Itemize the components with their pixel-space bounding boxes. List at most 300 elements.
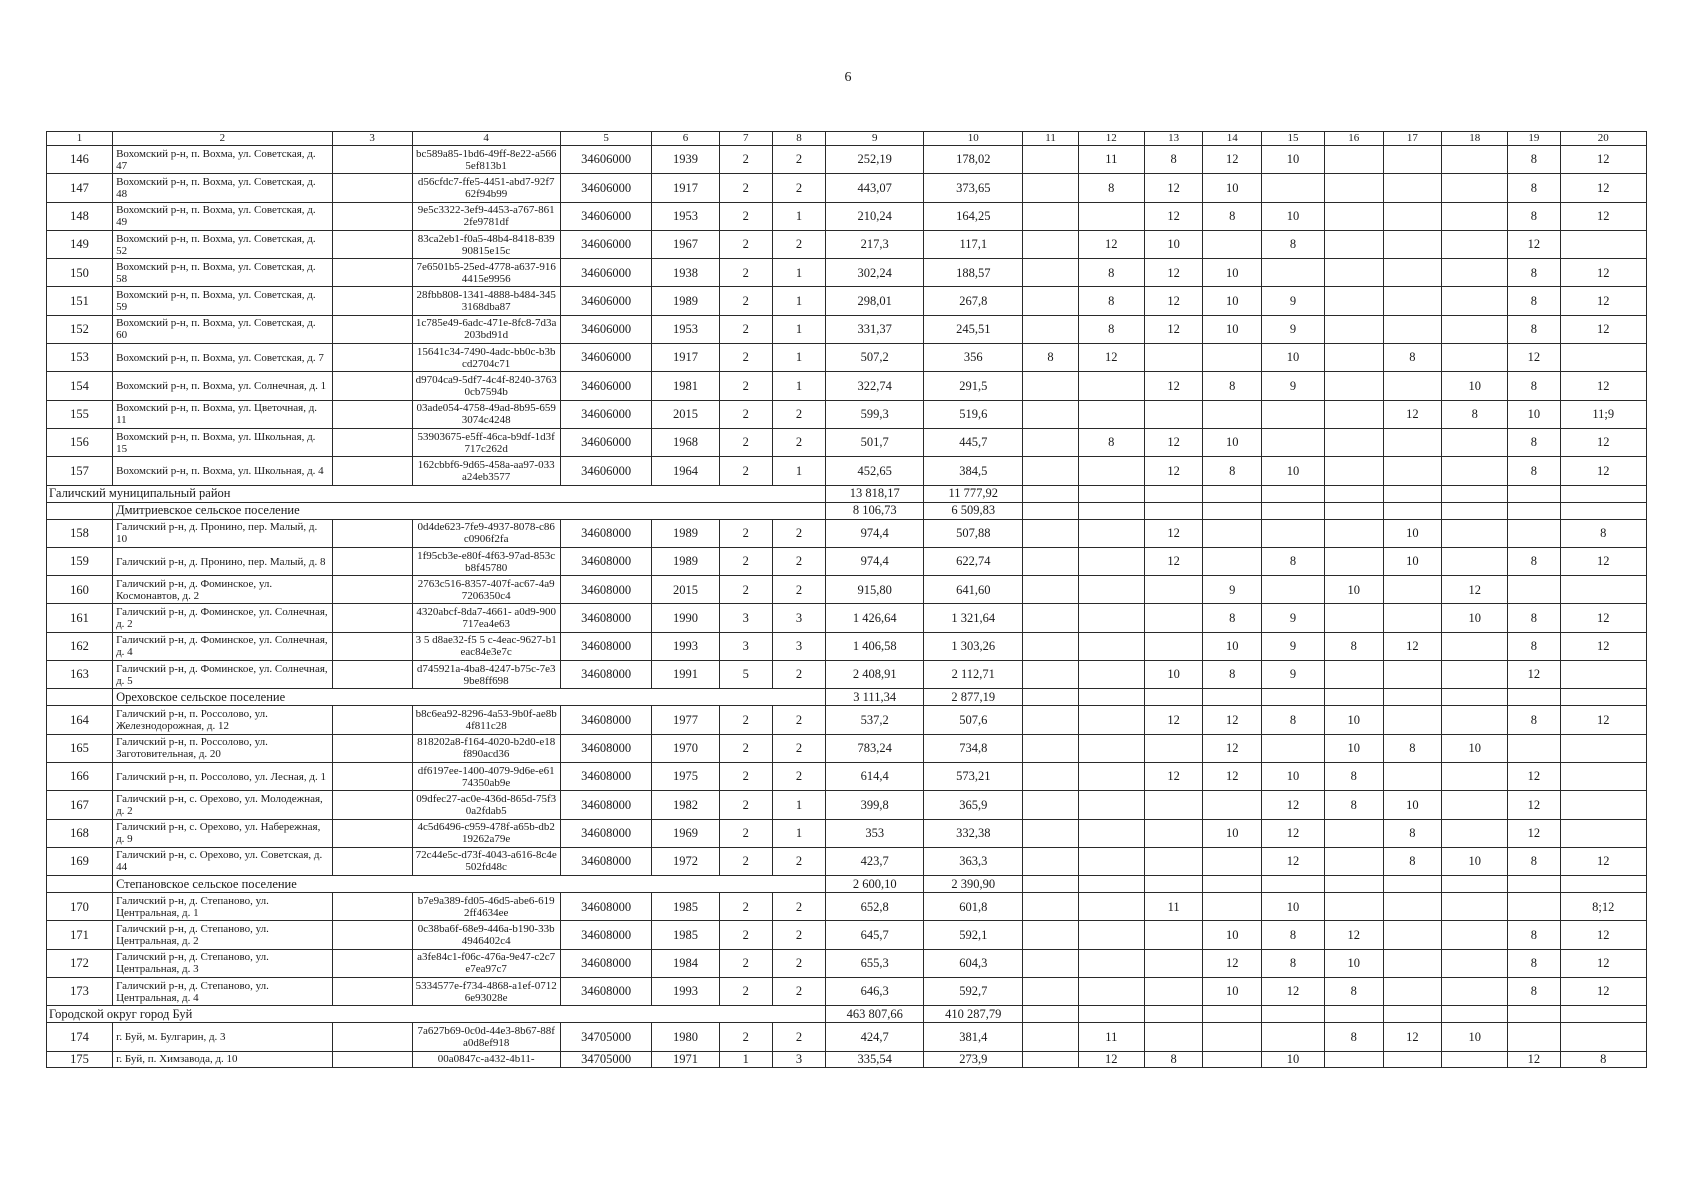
empty-cell: [1560, 485, 1646, 502]
col-3-cell: [332, 762, 412, 790]
district-subtotal-row: [47, 485, 1647, 502]
floors-cell: 2: [719, 734, 772, 762]
col-15-cell: 8: [1262, 230, 1325, 258]
col-18-cell: [1442, 661, 1508, 689]
year-built-cell: 1991: [652, 661, 719, 689]
col-18-cell: [1442, 1051, 1508, 1067]
total-area-cell: 646,3: [826, 978, 924, 1006]
col-17-cell: [1383, 174, 1442, 202]
entrances-cell: 2: [772, 1023, 825, 1051]
empty-cell: [1023, 502, 1078, 519]
column-number-header-row: [47, 132, 1647, 146]
col-19-cell: 8: [1508, 921, 1560, 949]
column-number-header: 19: [1508, 132, 1560, 146]
col-3-cell: [332, 315, 412, 343]
floors-cell: 2: [719, 819, 772, 847]
col-13-cell: 12: [1144, 174, 1203, 202]
house-guid-cell: 1f95cb3e-e80f-4f63-97ad-853cb8f45780: [412, 547, 560, 575]
year-built-cell: 1967: [652, 230, 719, 258]
floors-cell: 2: [719, 400, 772, 428]
table-row: [47, 921, 1647, 949]
col-11-cell: [1023, 259, 1078, 287]
col-12-cell: [1078, 978, 1144, 1006]
total-area-cell: 353: [826, 819, 924, 847]
col-19-cell: 12: [1508, 1051, 1560, 1067]
col-20-cell: 12: [1560, 287, 1646, 315]
col-12-cell: 8: [1078, 287, 1144, 315]
col-13-cell: [1144, 819, 1203, 847]
address-cell: г. Буй, м. Булгарин, д. 3: [113, 1023, 333, 1051]
row-number-cell: 167: [47, 791, 113, 819]
col-18-cell: [1442, 791, 1508, 819]
entrances-cell: 1: [772, 287, 825, 315]
col-19-cell: 8: [1508, 202, 1560, 230]
total-area-cell: 423,7: [826, 847, 924, 875]
entrances-cell: 3: [772, 604, 825, 632]
col-18-cell: [1442, 819, 1508, 847]
floors-cell: 2: [719, 372, 772, 400]
col-15-cell: 8: [1262, 921, 1325, 949]
address-cell: Галичский р-н, с. Орехово, ул. Набережная, д. 9: [113, 819, 333, 847]
table-row: [47, 1023, 1647, 1051]
house-guid-cell: 7a627b69-0c0d-44e3-8b67-88fa0d8ef918: [412, 1023, 560, 1051]
col-17-cell: 12: [1383, 1023, 1442, 1051]
col-14-cell: 10: [1203, 315, 1262, 343]
col-20-cell: [1560, 819, 1646, 847]
col-16-cell: [1324, 547, 1383, 575]
col-12-cell: 12: [1078, 230, 1144, 258]
col-14-cell: 8: [1203, 372, 1262, 400]
column-number-header: 5: [560, 132, 652, 146]
col-12-cell: 8: [1078, 428, 1144, 456]
col-11-cell: [1023, 547, 1078, 575]
house-guid-cell: 83ca2eb1-f0a5-48b4-8418-83990815e15c: [412, 230, 560, 258]
col-11-cell: [1023, 632, 1078, 660]
address-cell: Вохомский р-н, п. Вохма, ул. Школьная, д. 15: [113, 428, 333, 456]
col-16-cell: 8: [1324, 978, 1383, 1006]
col-20-cell: 11;9: [1560, 400, 1646, 428]
col-11-cell: [1023, 661, 1078, 689]
col-16-cell: 10: [1324, 949, 1383, 977]
empty-cell: [1023, 485, 1078, 502]
col-14-cell: [1203, 344, 1262, 372]
house-guid-cell: 4320abcf-8da7-4661- a0d9-900717ea4e63: [412, 604, 560, 632]
address-cell: Галичский р-н, п. Россолово, ул. Железнодорожная, д. 12: [113, 706, 333, 734]
empty-cell: [1442, 502, 1508, 519]
col-3-cell: [332, 632, 412, 660]
living-area-cell: 356: [924, 344, 1023, 372]
col-19-cell: 8: [1508, 287, 1560, 315]
col-17-cell: [1383, 661, 1442, 689]
entrances-cell: 2: [772, 661, 825, 689]
entrances-cell: 2: [772, 921, 825, 949]
col-15-cell: 12: [1262, 791, 1325, 819]
col-15-cell: 9: [1262, 632, 1325, 660]
col-14-cell: [1203, 400, 1262, 428]
col-18-cell: [1442, 202, 1508, 230]
col-12-cell: 8: [1078, 174, 1144, 202]
entrances-cell: 2: [772, 734, 825, 762]
total-area-cell: 507,2: [826, 344, 924, 372]
col-12-cell: [1078, 604, 1144, 632]
address-cell: Галичский р-н, п. Россолово, ул. Заготовительная, д. 20: [113, 734, 333, 762]
year-built-cell: 1993: [652, 632, 719, 660]
row-number-cell: 150: [47, 259, 113, 287]
total-area-subtotal: 13 818,17: [826, 485, 924, 502]
col-13-cell: [1144, 791, 1203, 819]
col-15-cell: 10: [1262, 893, 1325, 921]
col-20-cell: [1560, 791, 1646, 819]
col-14-cell: 10: [1203, 259, 1262, 287]
col-13-cell: 10: [1144, 230, 1203, 258]
settlement-subtotal-row: [47, 689, 1647, 706]
floors-cell: 2: [719, 287, 772, 315]
oktmo-code-cell: 34606000: [560, 287, 652, 315]
living-area-subtotal: 2 390,90: [924, 876, 1023, 893]
col-14-cell: 10: [1203, 632, 1262, 660]
floors-cell: 2: [719, 202, 772, 230]
col-3-cell: [332, 174, 412, 202]
house-guid-cell: 28fbb808-1341-4888-b484-3453168dba87: [412, 287, 560, 315]
house-guid-cell: 1c785e49-6adc-471e-8fc8-7d3a203bd91d: [412, 315, 560, 343]
col-20-cell: 12: [1560, 428, 1646, 456]
row-number-cell: 166: [47, 762, 113, 790]
living-area-cell: 291,5: [924, 372, 1023, 400]
col-15-cell: 8: [1262, 547, 1325, 575]
column-number-header: 16: [1324, 132, 1383, 146]
living-area-subtotal: 410 287,79: [924, 1006, 1023, 1023]
col-20-cell: 12: [1560, 259, 1646, 287]
year-built-cell: 1990: [652, 604, 719, 632]
col-15-cell: 9: [1262, 315, 1325, 343]
table-row: [47, 791, 1647, 819]
col-18-cell: [1442, 893, 1508, 921]
empty-cell: [1144, 689, 1203, 706]
house-guid-cell: 162cbbf6-9d65-458a-aa97-033a24eb3577: [412, 457, 560, 485]
col-19-cell: 8: [1508, 847, 1560, 875]
oktmo-code-cell: 34608000: [560, 791, 652, 819]
col-17-cell: [1383, 287, 1442, 315]
table-row: [47, 372, 1647, 400]
col-13-cell: [1144, 847, 1203, 875]
col-14-cell: 10: [1203, 819, 1262, 847]
col-11-cell: [1023, 315, 1078, 343]
col-19-cell: 8: [1508, 315, 1560, 343]
col-16-cell: [1324, 847, 1383, 875]
col-16-cell: 8: [1324, 1023, 1383, 1051]
col-13-cell: 8: [1144, 1051, 1203, 1067]
col-19-cell: [1508, 576, 1560, 604]
address-cell: Галичский р-н, д. Пронино, пер. Малый, д. 8: [113, 547, 333, 575]
col-15-cell: 12: [1262, 819, 1325, 847]
col-14-cell: 10: [1203, 287, 1262, 315]
empty-cell: [1442, 485, 1508, 502]
entrances-cell: 2: [772, 847, 825, 875]
col-17-cell: 8: [1383, 344, 1442, 372]
column-number-header: 4: [412, 132, 560, 146]
empty-cell: [1383, 1006, 1442, 1023]
col-3-cell: [332, 202, 412, 230]
col-20-cell: 8: [1560, 1051, 1646, 1067]
col-18-cell: [1442, 457, 1508, 485]
col-14-cell: [1203, 847, 1262, 875]
oktmo-code-cell: 34606000: [560, 400, 652, 428]
living-area-cell: 601,8: [924, 893, 1023, 921]
row-number-cell: 170: [47, 893, 113, 921]
column-number-header: 20: [1560, 132, 1646, 146]
total-area-cell: 210,24: [826, 202, 924, 230]
total-area-cell: 443,07: [826, 174, 924, 202]
living-area-cell: 641,60: [924, 576, 1023, 604]
col-19-cell: 8: [1508, 457, 1560, 485]
total-area-cell: 302,24: [826, 259, 924, 287]
col-16-cell: [1324, 202, 1383, 230]
empty-cell: [1508, 876, 1560, 893]
address-cell: Галичский р-н, д. Степаново, ул. Центральная, д. 4: [113, 978, 333, 1006]
col-12-cell: 11: [1078, 146, 1144, 174]
total-area-cell: 655,3: [826, 949, 924, 977]
living-area-cell: 519,6: [924, 400, 1023, 428]
living-area-cell: 365,9: [924, 791, 1023, 819]
address-cell: Галичский р-н, д. Степаново, ул. Центральная, д. 3: [113, 949, 333, 977]
empty-cell: [1023, 1006, 1078, 1023]
col-16-cell: 10: [1324, 576, 1383, 604]
address-cell: Галичский р-н, д. Степаново, ул. Центральная, д. 1: [113, 893, 333, 921]
table-row: [47, 202, 1647, 230]
col-19-cell: 8: [1508, 632, 1560, 660]
year-built-cell: 1981: [652, 372, 719, 400]
floors-cell: 2: [719, 547, 772, 575]
col-3-cell: [332, 819, 412, 847]
year-built-cell: 1980: [652, 1023, 719, 1051]
col-18-cell: [1442, 949, 1508, 977]
year-built-cell: 1971: [652, 1051, 719, 1067]
entrances-cell: 2: [772, 547, 825, 575]
col-18-cell: 10: [1442, 372, 1508, 400]
empty-cell: [1023, 689, 1078, 706]
floors-cell: 2: [719, 344, 772, 372]
house-guid-cell: 4c5d6496-c959-478f-a65b-db219262a79e: [412, 819, 560, 847]
column-number-header: 7: [719, 132, 772, 146]
living-area-cell: 384,5: [924, 457, 1023, 485]
entrances-cell: 1: [772, 259, 825, 287]
living-area-cell: 273,9: [924, 1051, 1023, 1067]
entrances-cell: 1: [772, 372, 825, 400]
row-number-cell: 147: [47, 174, 113, 202]
empty-cell: [47, 502, 113, 519]
oktmo-code-cell: 34608000: [560, 819, 652, 847]
table-row: [47, 400, 1647, 428]
col-17-cell: [1383, 978, 1442, 1006]
oktmo-code-cell: 34608000: [560, 921, 652, 949]
row-number-cell: 158: [47, 519, 113, 547]
living-area-cell: 604,3: [924, 949, 1023, 977]
col-13-cell: [1144, 632, 1203, 660]
table-row: [47, 344, 1647, 372]
empty-cell: [1078, 1006, 1144, 1023]
empty-cell: [1442, 1006, 1508, 1023]
col-16-cell: [1324, 174, 1383, 202]
living-area-cell: 592,1: [924, 921, 1023, 949]
col-3-cell: [332, 1023, 412, 1051]
empty-cell: [1144, 502, 1203, 519]
col-16-cell: [1324, 146, 1383, 174]
col-15-cell: 9: [1262, 661, 1325, 689]
entrances-cell: 2: [772, 706, 825, 734]
empty-cell: [1383, 485, 1442, 502]
col-11-cell: [1023, 576, 1078, 604]
oktmo-code-cell: 34606000: [560, 202, 652, 230]
col-18-cell: [1442, 978, 1508, 1006]
col-18-cell: [1442, 174, 1508, 202]
col-12-cell: 12: [1078, 344, 1144, 372]
table-row: [47, 706, 1647, 734]
col-12-cell: [1078, 847, 1144, 875]
entrances-cell: 2: [772, 519, 825, 547]
table-row: [47, 762, 1647, 790]
table-row: [47, 819, 1647, 847]
row-number-cell: 175: [47, 1051, 113, 1067]
col-15-cell: [1262, 734, 1325, 762]
floors-cell: 2: [719, 576, 772, 604]
col-3-cell: [332, 847, 412, 875]
col-17-cell: [1383, 315, 1442, 343]
living-area-cell: 1 303,26: [924, 632, 1023, 660]
col-20-cell: 12: [1560, 949, 1646, 977]
col-12-cell: [1078, 632, 1144, 660]
col-18-cell: 10: [1442, 847, 1508, 875]
table-row: [47, 428, 1647, 456]
col-20-cell: 12: [1560, 632, 1646, 660]
table-row: [47, 1051, 1647, 1067]
year-built-cell: 1969: [652, 819, 719, 847]
row-number-cell: 168: [47, 819, 113, 847]
entrances-cell: 2: [772, 978, 825, 1006]
col-3-cell: [332, 576, 412, 604]
col-19-cell: 8: [1508, 428, 1560, 456]
col-12-cell: [1078, 576, 1144, 604]
empty-cell: [1383, 689, 1442, 706]
row-number-cell: 155: [47, 400, 113, 428]
entrances-cell: 2: [772, 174, 825, 202]
year-built-cell: 1917: [652, 344, 719, 372]
living-area-cell: 734,8: [924, 734, 1023, 762]
row-number-cell: 172: [47, 949, 113, 977]
address-cell: Вохомский р-н, п. Вохма, ул. Советская, д. 60: [113, 315, 333, 343]
district-name: Галичский муниципальный район: [47, 485, 826, 502]
col-18-cell: [1442, 315, 1508, 343]
entrances-cell: 3: [772, 1051, 825, 1067]
col-20-cell: 12: [1560, 547, 1646, 575]
oktmo-code-cell: 34705000: [560, 1051, 652, 1067]
row-number-cell: 154: [47, 372, 113, 400]
col-17-cell: [1383, 949, 1442, 977]
col-14-cell: 12: [1203, 706, 1262, 734]
district-name: Городской округ город Буй: [47, 1006, 826, 1023]
col-20-cell: [1560, 1023, 1646, 1051]
col-14-cell: 12: [1203, 734, 1262, 762]
year-built-cell: 1984: [652, 949, 719, 977]
col-12-cell: [1078, 706, 1144, 734]
year-built-cell: 1977: [652, 706, 719, 734]
col-3-cell: [332, 949, 412, 977]
column-number-header: 10: [924, 132, 1023, 146]
oktmo-code-cell: 34606000: [560, 315, 652, 343]
empty-cell: [1324, 876, 1383, 893]
table-row: [47, 661, 1647, 689]
col-19-cell: 10: [1508, 400, 1560, 428]
total-area-cell: 501,7: [826, 428, 924, 456]
house-guid-cell: 9e5c3322-3ef9-4453-a767-8612fe9781df: [412, 202, 560, 230]
col-11-cell: [1023, 762, 1078, 790]
col-13-cell: 12: [1144, 457, 1203, 485]
oktmo-code-cell: 34606000: [560, 457, 652, 485]
col-16-cell: [1324, 457, 1383, 485]
address-cell: Галичский р-н, д. Фоминское, ул. Солнечная, д. 5: [113, 661, 333, 689]
col-20-cell: [1560, 762, 1646, 790]
floors-cell: 3: [719, 604, 772, 632]
empty-cell: [47, 876, 113, 893]
empty-cell: [1508, 502, 1560, 519]
address-cell: Галичский р-н, д. Степаново, ул. Центральная, д. 2: [113, 921, 333, 949]
address-cell: Вохомский р-н, п. Вохма, ул. Советская, д. 7: [113, 344, 333, 372]
col-16-cell: [1324, 400, 1383, 428]
col-11-cell: [1023, 949, 1078, 977]
floors-cell: 2: [719, 457, 772, 485]
house-guid-cell: d745921a-4ba8-4247-b75c-7e39be8ff698: [412, 661, 560, 689]
floors-cell: 2: [719, 949, 772, 977]
col-15-cell: [1262, 576, 1325, 604]
living-area-cell: 164,25: [924, 202, 1023, 230]
empty-cell: [1560, 1006, 1646, 1023]
col-11-cell: [1023, 146, 1078, 174]
house-guid-cell: 0d4de623-7fe9-4937-8078-c86c0906f2fa: [412, 519, 560, 547]
col-11-cell: [1023, 202, 1078, 230]
col-3-cell: [332, 519, 412, 547]
floors-cell: 2: [719, 762, 772, 790]
col-3-cell: [332, 791, 412, 819]
living-area-cell: 507,6: [924, 706, 1023, 734]
col-20-cell: 8: [1560, 519, 1646, 547]
col-17-cell: [1383, 230, 1442, 258]
total-area-cell: 974,4: [826, 547, 924, 575]
col-3-cell: [332, 457, 412, 485]
col-17-cell: [1383, 762, 1442, 790]
column-number-header: 18: [1442, 132, 1508, 146]
total-area-cell: 2 408,91: [826, 661, 924, 689]
col-19-cell: [1508, 1023, 1560, 1051]
address-cell: Вохомский р-н, п. Вохма, ул. Советская, д. 49: [113, 202, 333, 230]
oktmo-code-cell: 34606000: [560, 146, 652, 174]
living-area-cell: 178,02: [924, 146, 1023, 174]
empty-cell: [1383, 876, 1442, 893]
col-17-cell: 12: [1383, 400, 1442, 428]
floors-cell: 2: [719, 174, 772, 202]
col-13-cell: [1144, 576, 1203, 604]
oktmo-code-cell: 34608000: [560, 847, 652, 875]
col-3-cell: [332, 1051, 412, 1067]
row-number-cell: 164: [47, 706, 113, 734]
col-19-cell: [1508, 519, 1560, 547]
total-area-cell: 322,74: [826, 372, 924, 400]
col-3-cell: [332, 661, 412, 689]
column-number-header: 14: [1203, 132, 1262, 146]
row-number-cell: 174: [47, 1023, 113, 1051]
total-area-cell: 399,8: [826, 791, 924, 819]
row-number-cell: 148: [47, 202, 113, 230]
col-16-cell: 10: [1324, 706, 1383, 734]
col-13-cell: 8: [1144, 146, 1203, 174]
